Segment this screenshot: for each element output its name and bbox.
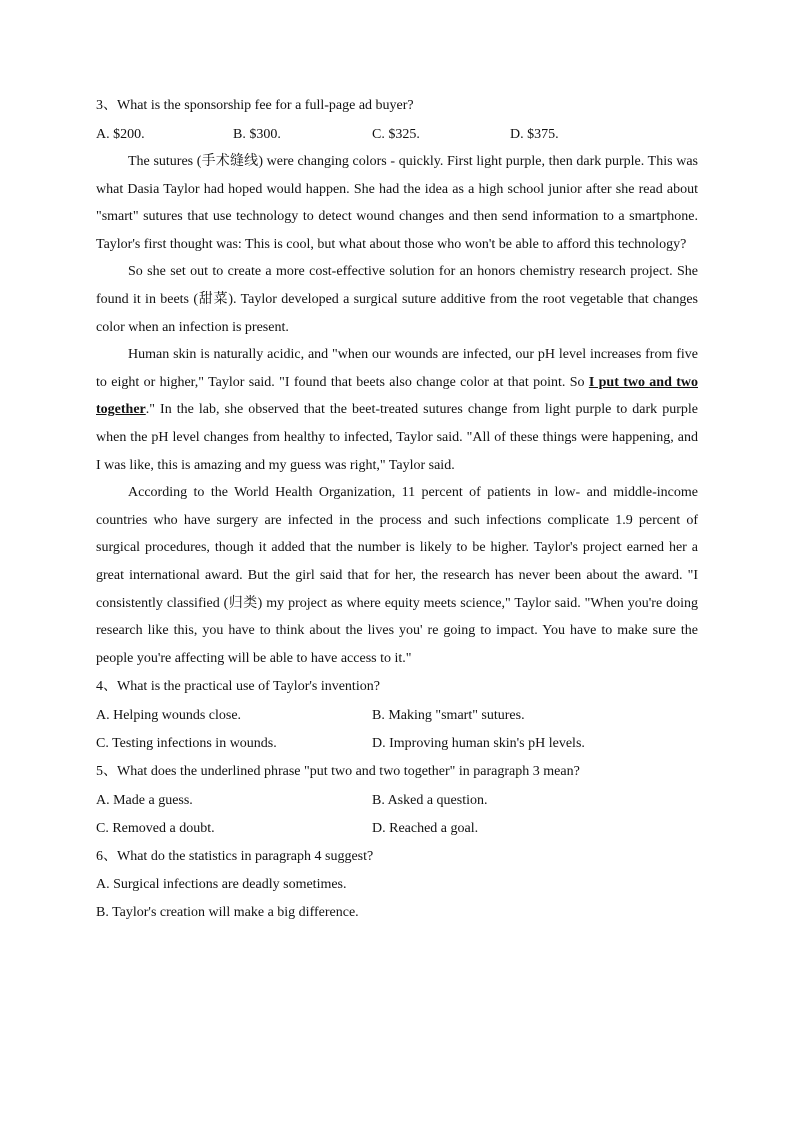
q5-options-row-2	[96, 814, 698, 842]
q3-option-d: D. $375.	[510, 127, 559, 142]
passage-paragraph-1: The sutures (手术缝线) were changing colors - quickly. First light purple, then dark purple. This was what Dasia Taylor had hoped would happen. She had the idea as a high school junior after she read about "smart" sutures that use technology to detect wound changes and then send information to a smartphone. Taylor's first thought was: This is cool, but what about those who won't be able to afford this technology?	[96, 154, 698, 252]
passage-paragraph-4: According to the World Health Organization, 11 percent of patients in low- and middle-income countries who have surgery are infected in the process and such infections complicate 1.9 percent of surgical procedures, though it added that the number is likely to be higher. Taylor's project earned her a great international award. But the girl said that for her, the research has never been about the award. "I consistently classified (归类) my project as where equity meets science," Taylor said. "When you're doing research like this, you have to think about the lives you' re going to impact. You have to make sure the people you're affecting will be able to have access to it."	[96, 485, 698, 666]
q3-options	[96, 120, 698, 148]
q6-stem: 6、What do the statistics in paragraph 4 suggest?	[96, 849, 374, 865]
q3-option-c: C. $325.	[372, 127, 420, 142]
q4-option-b: B. Making "smart" sutures.	[372, 708, 525, 724]
q3-option-a: A. $200.	[96, 127, 145, 142]
q4-options-row-1	[96, 701, 698, 729]
q5-option-c: C. Removed a doubt.	[96, 821, 215, 837]
q5-option-a: A. Made a guess.	[96, 793, 193, 809]
q4-option-c: C. Testing infections in wounds.	[96, 736, 277, 752]
q4-options-row-2	[96, 729, 698, 757]
q5-options-row-1	[96, 786, 698, 814]
q5-option-d: D. Reached a goal.	[372, 821, 479, 837]
passage-paragraph-2: So she set out to create a more cost-effective solution for an honors chemistry research project. She found it in beets (甜菜). Taylor developed a surgical suture additive from the root vegetable that changes color when an infection is present.	[96, 264, 698, 335]
q4-option-a: A. Helping wounds close.	[96, 708, 242, 724]
q3-option-b: B. $300.	[233, 127, 281, 142]
q4-option-d: D. Improving human skin's pH levels.	[372, 736, 585, 752]
p3-text-after: ." In the lab, she observed that the beet-treated sutures change from light purple to dark purple when the pH level changes from healthy to infected, Taylor said. "All of these things were happening, and I was like, this is amazing and my guess was right," Taylor said.	[96, 402, 698, 473]
document-page	[96, 92, 698, 927]
q4-stem: 4、What is the practical use of Taylor's invention?	[96, 679, 380, 695]
q6-option-a: A. Surgical infections are deadly sometimes.	[96, 877, 347, 893]
q5-option-b: B. Asked a question.	[372, 793, 488, 809]
q3-stem: 3、What is the sponsorship fee for a full-page ad buyer?	[96, 98, 414, 113]
p3-text-before: Human skin is naturally acidic, and "when our wounds are infected, our pH level increases from five to eight or higher," Taylor said. "I found that beets also change color at that point. So	[96, 347, 698, 390]
underlined-phrase: I put two and two together	[96, 374, 698, 418]
q5-stem: 5、What does the underlined phrase "put two and two together" in paragraph 3 mean?	[96, 764, 580, 780]
passage-paragraph-3	[96, 341, 698, 479]
q6-option-b: B. Taylor's creation will make a big difference.	[96, 905, 359, 921]
